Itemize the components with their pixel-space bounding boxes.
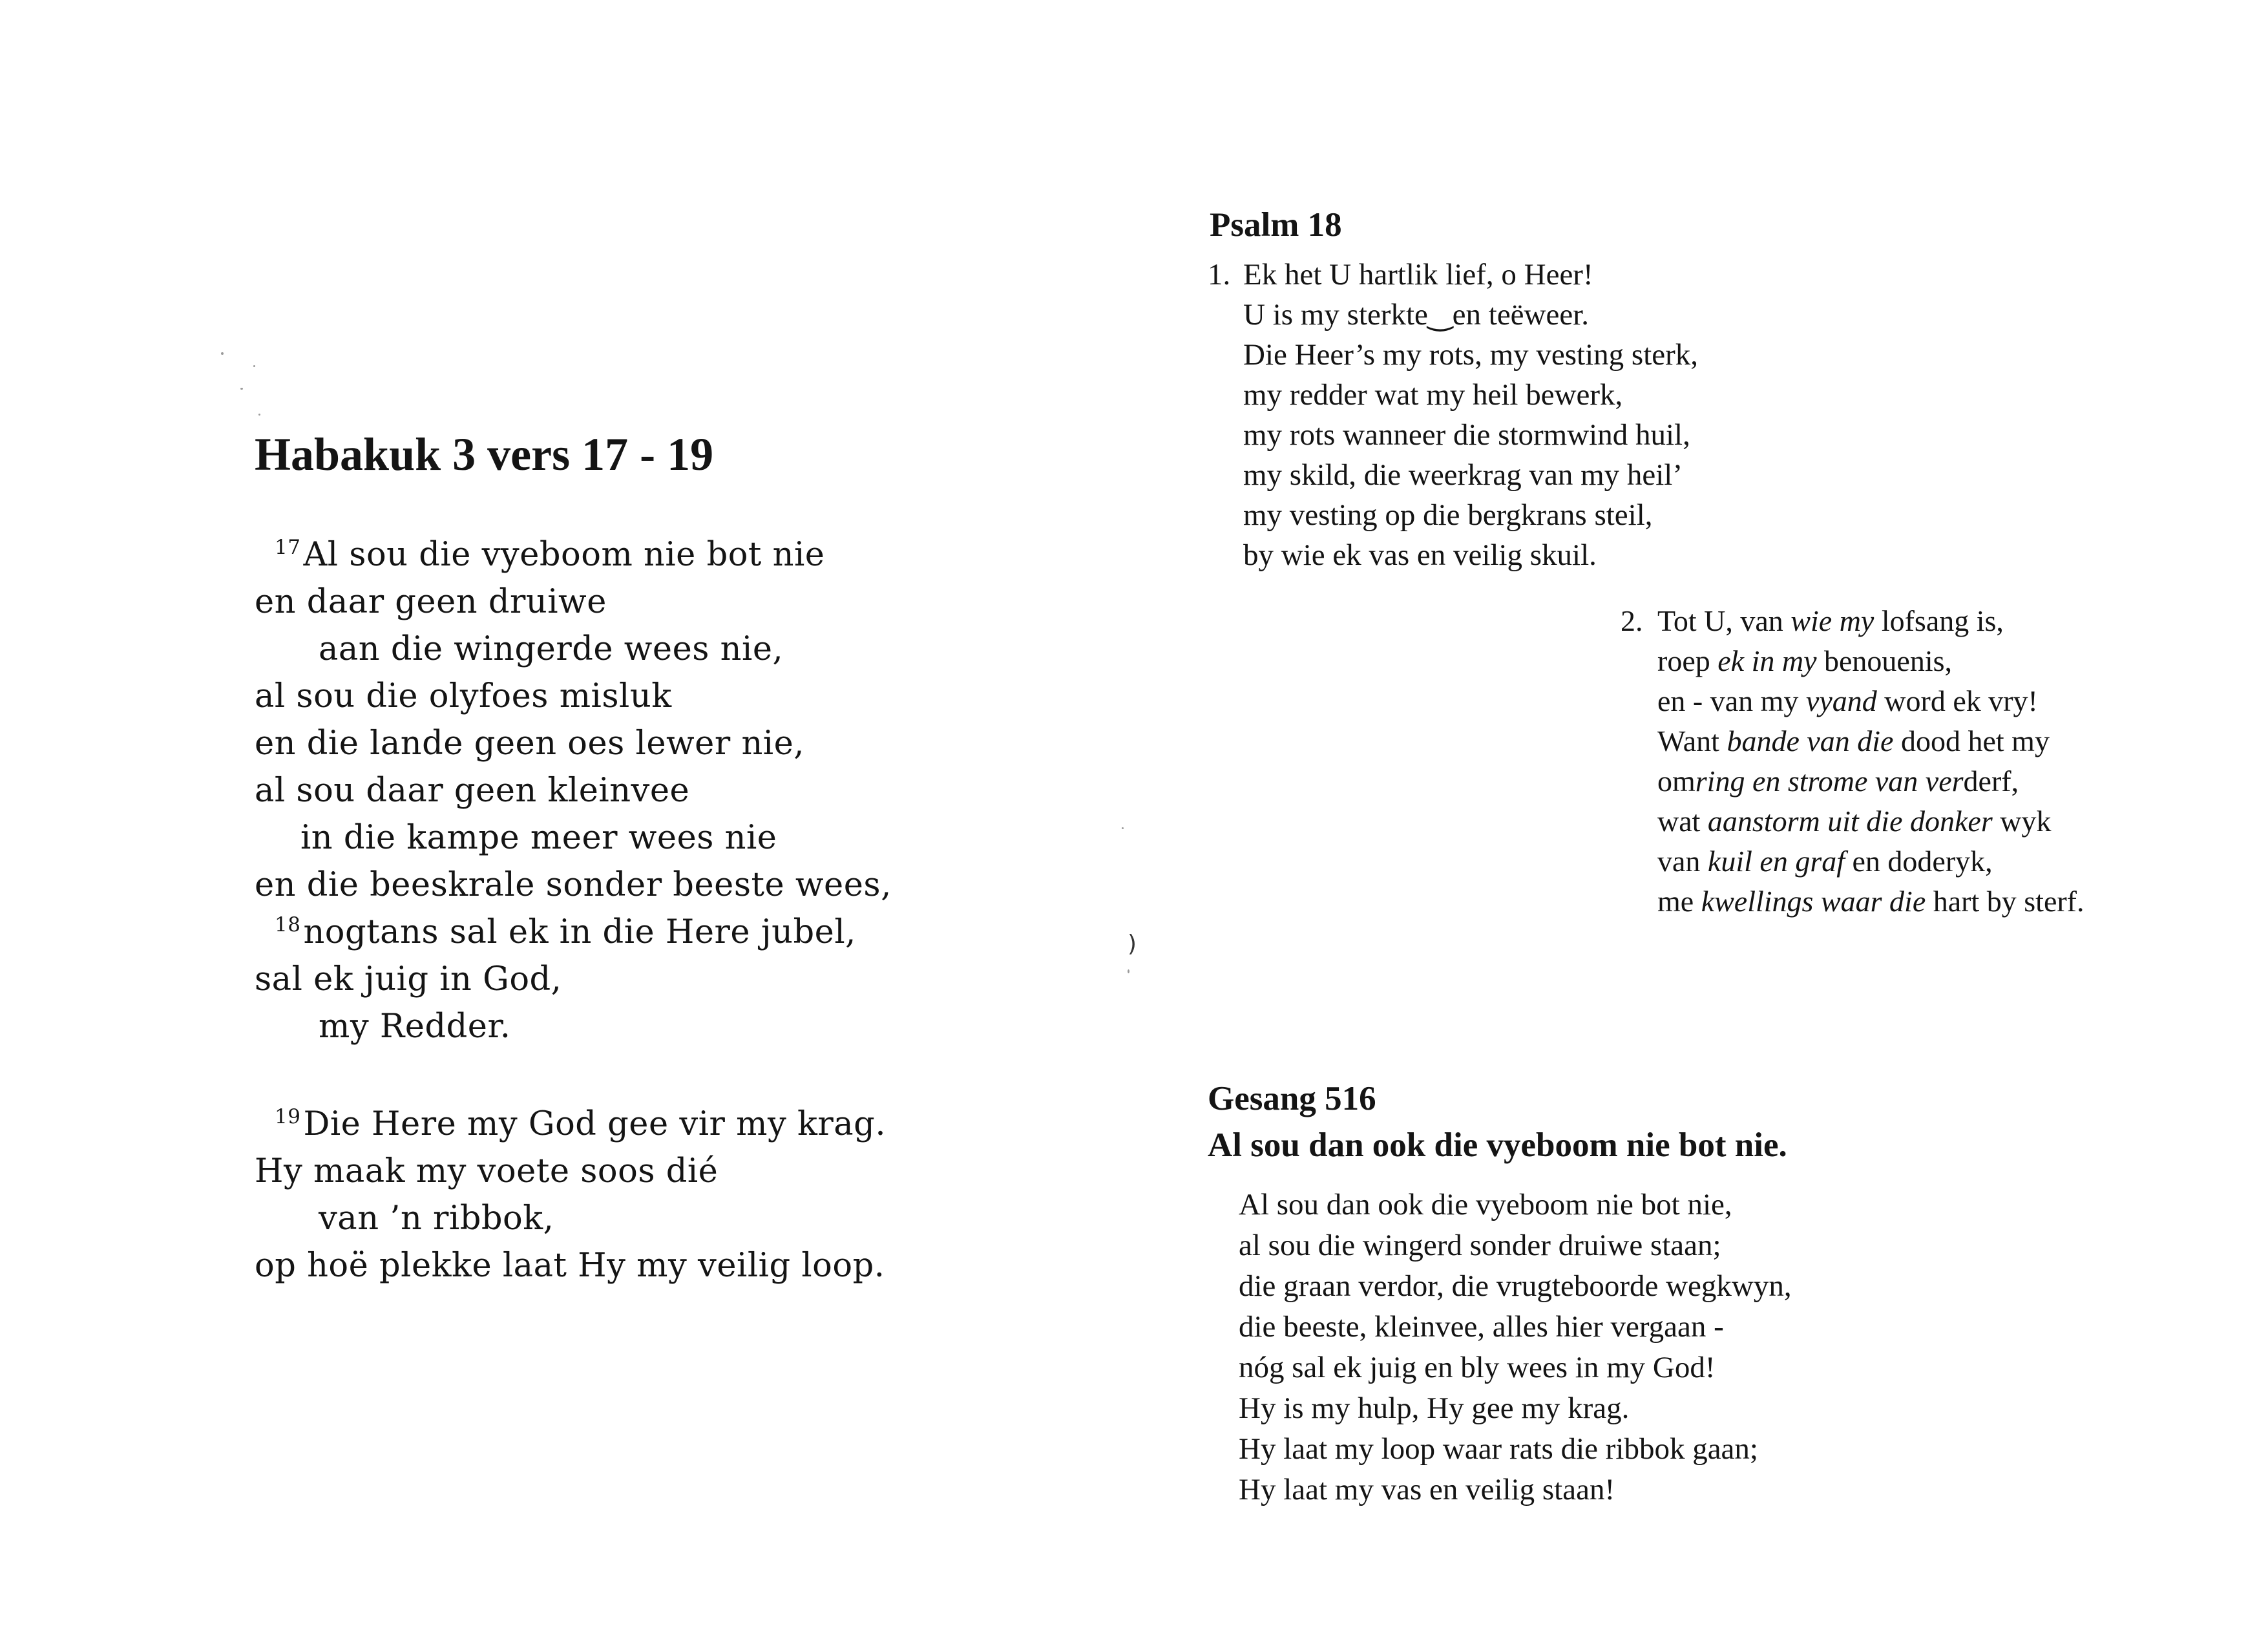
scan-speck (258, 414, 260, 416)
habakuk-line: al sou daar geen kleinvee (255, 772, 690, 810)
scan-speck (1122, 827, 1124, 829)
verse-number: 17 (275, 536, 301, 559)
gesang-line: Al sou dan ook die vyeboom nie bot nie, (1239, 1188, 1732, 1221)
scan-speck (240, 388, 243, 390)
psalm-line: my rots wanneer die stormwind huil, (1243, 418, 1690, 452)
habakuk-line: op hoë plekke laat Hy my veilig loop. (255, 1247, 885, 1285)
habakuk-line (275, 1102, 886, 1147)
psalm-line: van kuil en graf en doderyk, (1657, 845, 1993, 878)
gutter-mark: ) (1128, 931, 1137, 957)
verse-text: Die Here my God gee vir my krag. (303, 1105, 887, 1143)
verse-text: Al sou die vyeboom nie bot nie (303, 536, 825, 574)
scan-speck (253, 365, 255, 367)
verse-number: 19 (275, 1105, 301, 1128)
habakuk-line: en daar geen druiwe (255, 583, 607, 621)
gesang-line: al sou die wingerd sonder druiwe staan; (1239, 1229, 1721, 1262)
habakuk-line: aan die wingerde wees nie, (319, 630, 784, 668)
psalm-verse-number: 2. (1621, 604, 1643, 637)
scan-speck (1128, 969, 1129, 973)
habakuk-line: en die lande geen oes lewer nie, (255, 724, 805, 763)
habakuk-line: my Redder. (319, 1008, 511, 1046)
gesang-line: die beeste, kleinvee, alles hier vergaan - (1239, 1310, 1724, 1344)
psalm-line: my redder wat my heil bewerk, (1243, 378, 1623, 412)
gesang-line: die graan verdor, die vrugteboorde wegkwyn, (1239, 1269, 1792, 1303)
psalm-line: me kwellings waar die hart by sterf. (1657, 885, 2084, 918)
habakuk-line: sal ek juig in God, (255, 960, 562, 998)
gesang-title: Gesang 516 (1208, 1080, 1376, 1117)
psalm-line: Want bande van die dood het my (1657, 724, 2050, 757)
psalm-verse-number: 1. (1208, 258, 1231, 291)
habakuk-line: Hy maak my voete soos dié (255, 1152, 719, 1190)
psalm-line: my skild, die weerkrag van my heil’ (1243, 458, 1683, 492)
psalm-line: roep ek in my benouenis, (1657, 644, 1953, 677)
habakuk-line (275, 533, 824, 578)
gesang-subtitle: Al sou dan ook die vyeboom nie bot nie. (1208, 1126, 1787, 1164)
psalm-line: wat aanstorm uit die donker wyk (1657, 805, 2052, 838)
psalm-line: en - van my vyand word ek vry! (1657, 684, 2038, 717)
psalm-line: omring en strome van verderf, (1657, 765, 2019, 798)
habakuk-line: van ’n ribbok, (319, 1199, 554, 1238)
gesang-line: Hy laat my vas en veilig staan! (1239, 1473, 1615, 1506)
scan-speck (221, 352, 224, 355)
psalm-line: U is my sterkte‿en teëweer. (1243, 298, 1590, 332)
psalm-line: Tot U, van wie my lofsang is, (1657, 604, 2004, 637)
gesang-line: Hy is my hulp, Hy gee my krag. (1239, 1391, 1630, 1425)
psalm-title: Psalm 18 (1210, 206, 1342, 244)
verse-text: nogtans sal ek in die Here jubel, (303, 913, 856, 951)
gesang-line: nóg sal ek juig en bly wees in my God! (1239, 1351, 1716, 1384)
habakuk-line: in die kampe meer wees nie (300, 819, 777, 857)
habakuk-line: en die beeskrale sonder beeste wees, (255, 866, 892, 904)
habakuk-line (275, 910, 856, 955)
psalm-line: Die Heer’s my rots, my vesting sterk, (1243, 338, 1699, 372)
verse-number: 18 (275, 913, 301, 936)
psalm-line: my vesting op die bergkrans steil, (1243, 498, 1653, 532)
psalm-line: Ek het U hartlik lief, o Heer! (1243, 258, 1593, 291)
habakuk-title: Habakuk 3 vers 17 - 19 (255, 428, 714, 480)
psalm-line: by wie ek vas en veilig skuil. (1243, 538, 1597, 572)
gesang-line: Hy laat my loop waar rats die ribbok gaan; (1239, 1432, 1758, 1466)
habakuk-line: al sou die olyfoes misluk (255, 677, 672, 715)
